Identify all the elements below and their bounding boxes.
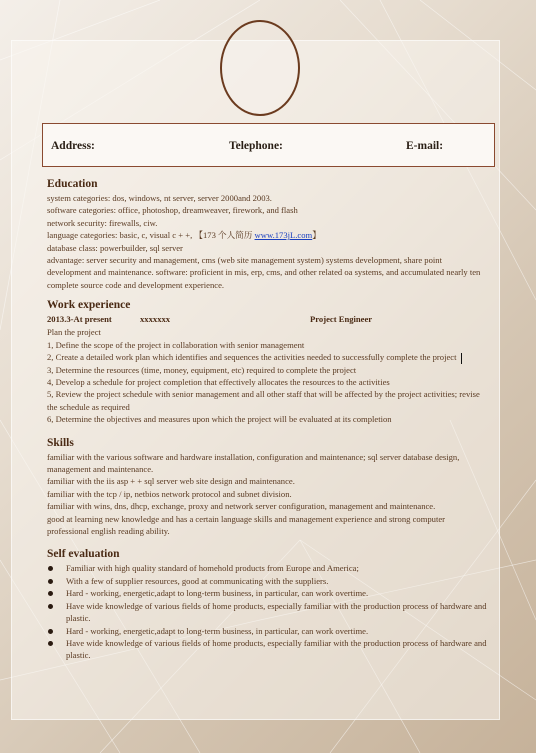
telephone-label: Telephone: <box>229 140 283 152</box>
job-header-row <box>47 313 487 326</box>
bullet-icon <box>48 604 53 609</box>
list-item <box>47 625 487 637</box>
language-prefix: language categories: basic, c, visual c + +, 【173 个人简历 <box>47 230 255 241</box>
work-item: 3, Determine the resources (time, money, equipment, etc) required to complete the project <box>47 364 357 375</box>
bullet-icon <box>48 579 53 584</box>
work-title: Work experience <box>47 299 131 312</box>
work-item-text: 2, Create a detailed work plan which identifies and sequences the activities needed to successfully complete the project <box>47 352 457 363</box>
evaluation-text: With a few of supplier resources, good at communicating with the suppliers. <box>66 575 329 586</box>
bullet-icon <box>48 591 53 596</box>
skill-item: good at learning new knowledge and has a certain language skills and management experience and strong computer professional english reading ability. <box>47 513 446 537</box>
email-label: E-mail: <box>406 140 444 152</box>
education-line: database class: powerbuilder, sql server <box>47 242 183 253</box>
list-item <box>47 562 487 574</box>
photo-placeholder <box>220 20 300 116</box>
job-company: xxxxxxx <box>140 314 171 325</box>
evaluation-text: Hard - working, energetic,adapt to long-term business, in particular, can work overtime. <box>66 588 369 599</box>
text-cursor <box>461 353 462 364</box>
self-evaluation-list <box>47 562 487 661</box>
job-position: Project Engineer <box>310 314 373 325</box>
job-period: 2013.3-At present <box>47 314 112 325</box>
work-item: 5, Review the project schedule with senior management and all other staff that will be affected by the project activities; revise the schedule as required <box>47 389 480 412</box>
website-link[interactable]: www.173jL.com <box>254 230 313 241</box>
language-suffix: 】 <box>312 230 321 241</box>
bullet-icon <box>48 566 53 571</box>
education-advantage: advantage: server security and management, cms (web site management system) systems development, share point development and maintenance. software: proficient in mis, erp, cms, and other related oa systems, and accumulated nearly ten complete source code and development experience. <box>47 255 481 290</box>
work-item: 1, Define the scope of the project in collaboration with senior management <box>47 339 305 350</box>
skills-title: Skills <box>47 436 74 449</box>
skill-item: familiar with wins, dns, dhcp, exchange, proxy and network server configuration, management and maintenance. <box>47 501 436 512</box>
work-item: 6, Determine the objectives and measures upon which the project will be evaluated at its completion <box>47 414 392 425</box>
contact-info-box <box>42 123 495 167</box>
education-language-line <box>47 229 487 241</box>
bullet-icon <box>48 629 53 634</box>
evaluation-text: Have wide knowledge of various fields of home products, especially familiar with the production process of hardware and plastic. <box>66 600 487 624</box>
bullet-icon <box>48 641 53 646</box>
list-item <box>47 637 487 662</box>
work-item-with-cursor <box>47 351 487 364</box>
skill-item: familiar with the tcp / ip, netbios network protocol and subnet division. <box>47 488 292 499</box>
address-label: Address: <box>51 140 95 152</box>
evaluation-text: Have wide knowledge of various fields of home products, especially familiar with the production process of hardware and plastic. <box>66 637 487 661</box>
education-title: Education <box>47 178 98 190</box>
list-item <box>47 587 487 599</box>
education-line: software categories: office, photoshop, dreamweaver, firework, and flash <box>47 205 298 216</box>
resume-content <box>47 176 487 662</box>
list-item <box>47 600 487 625</box>
skill-item: familiar with the iis asp + + sql server web site design and maintenance. <box>47 476 295 487</box>
list-item <box>47 575 487 587</box>
self-evaluation-title: Self evaluation <box>47 548 120 561</box>
education-line: network security: firewalls, ciw. <box>47 217 158 228</box>
work-item: 4, Develop a schedule for project completion that effectively allocates the resources to the activities <box>47 377 390 387</box>
evaluation-text: Hard - working, energetic,adapt to long-term business, in particular, can work overtime. <box>66 625 369 636</box>
skill-item: familiar with the various software and hardware installation, configuration and maintenance; sql server database design, management and maintenance. <box>47 451 460 475</box>
education-line: system categories: dos, windows, nt server, server 2000and 2003. <box>47 193 272 203</box>
evaluation-text: Familiar with high quality standard of homehold products from Europe and America; <box>66 563 359 574</box>
work-item: Plan the project <box>47 327 101 338</box>
